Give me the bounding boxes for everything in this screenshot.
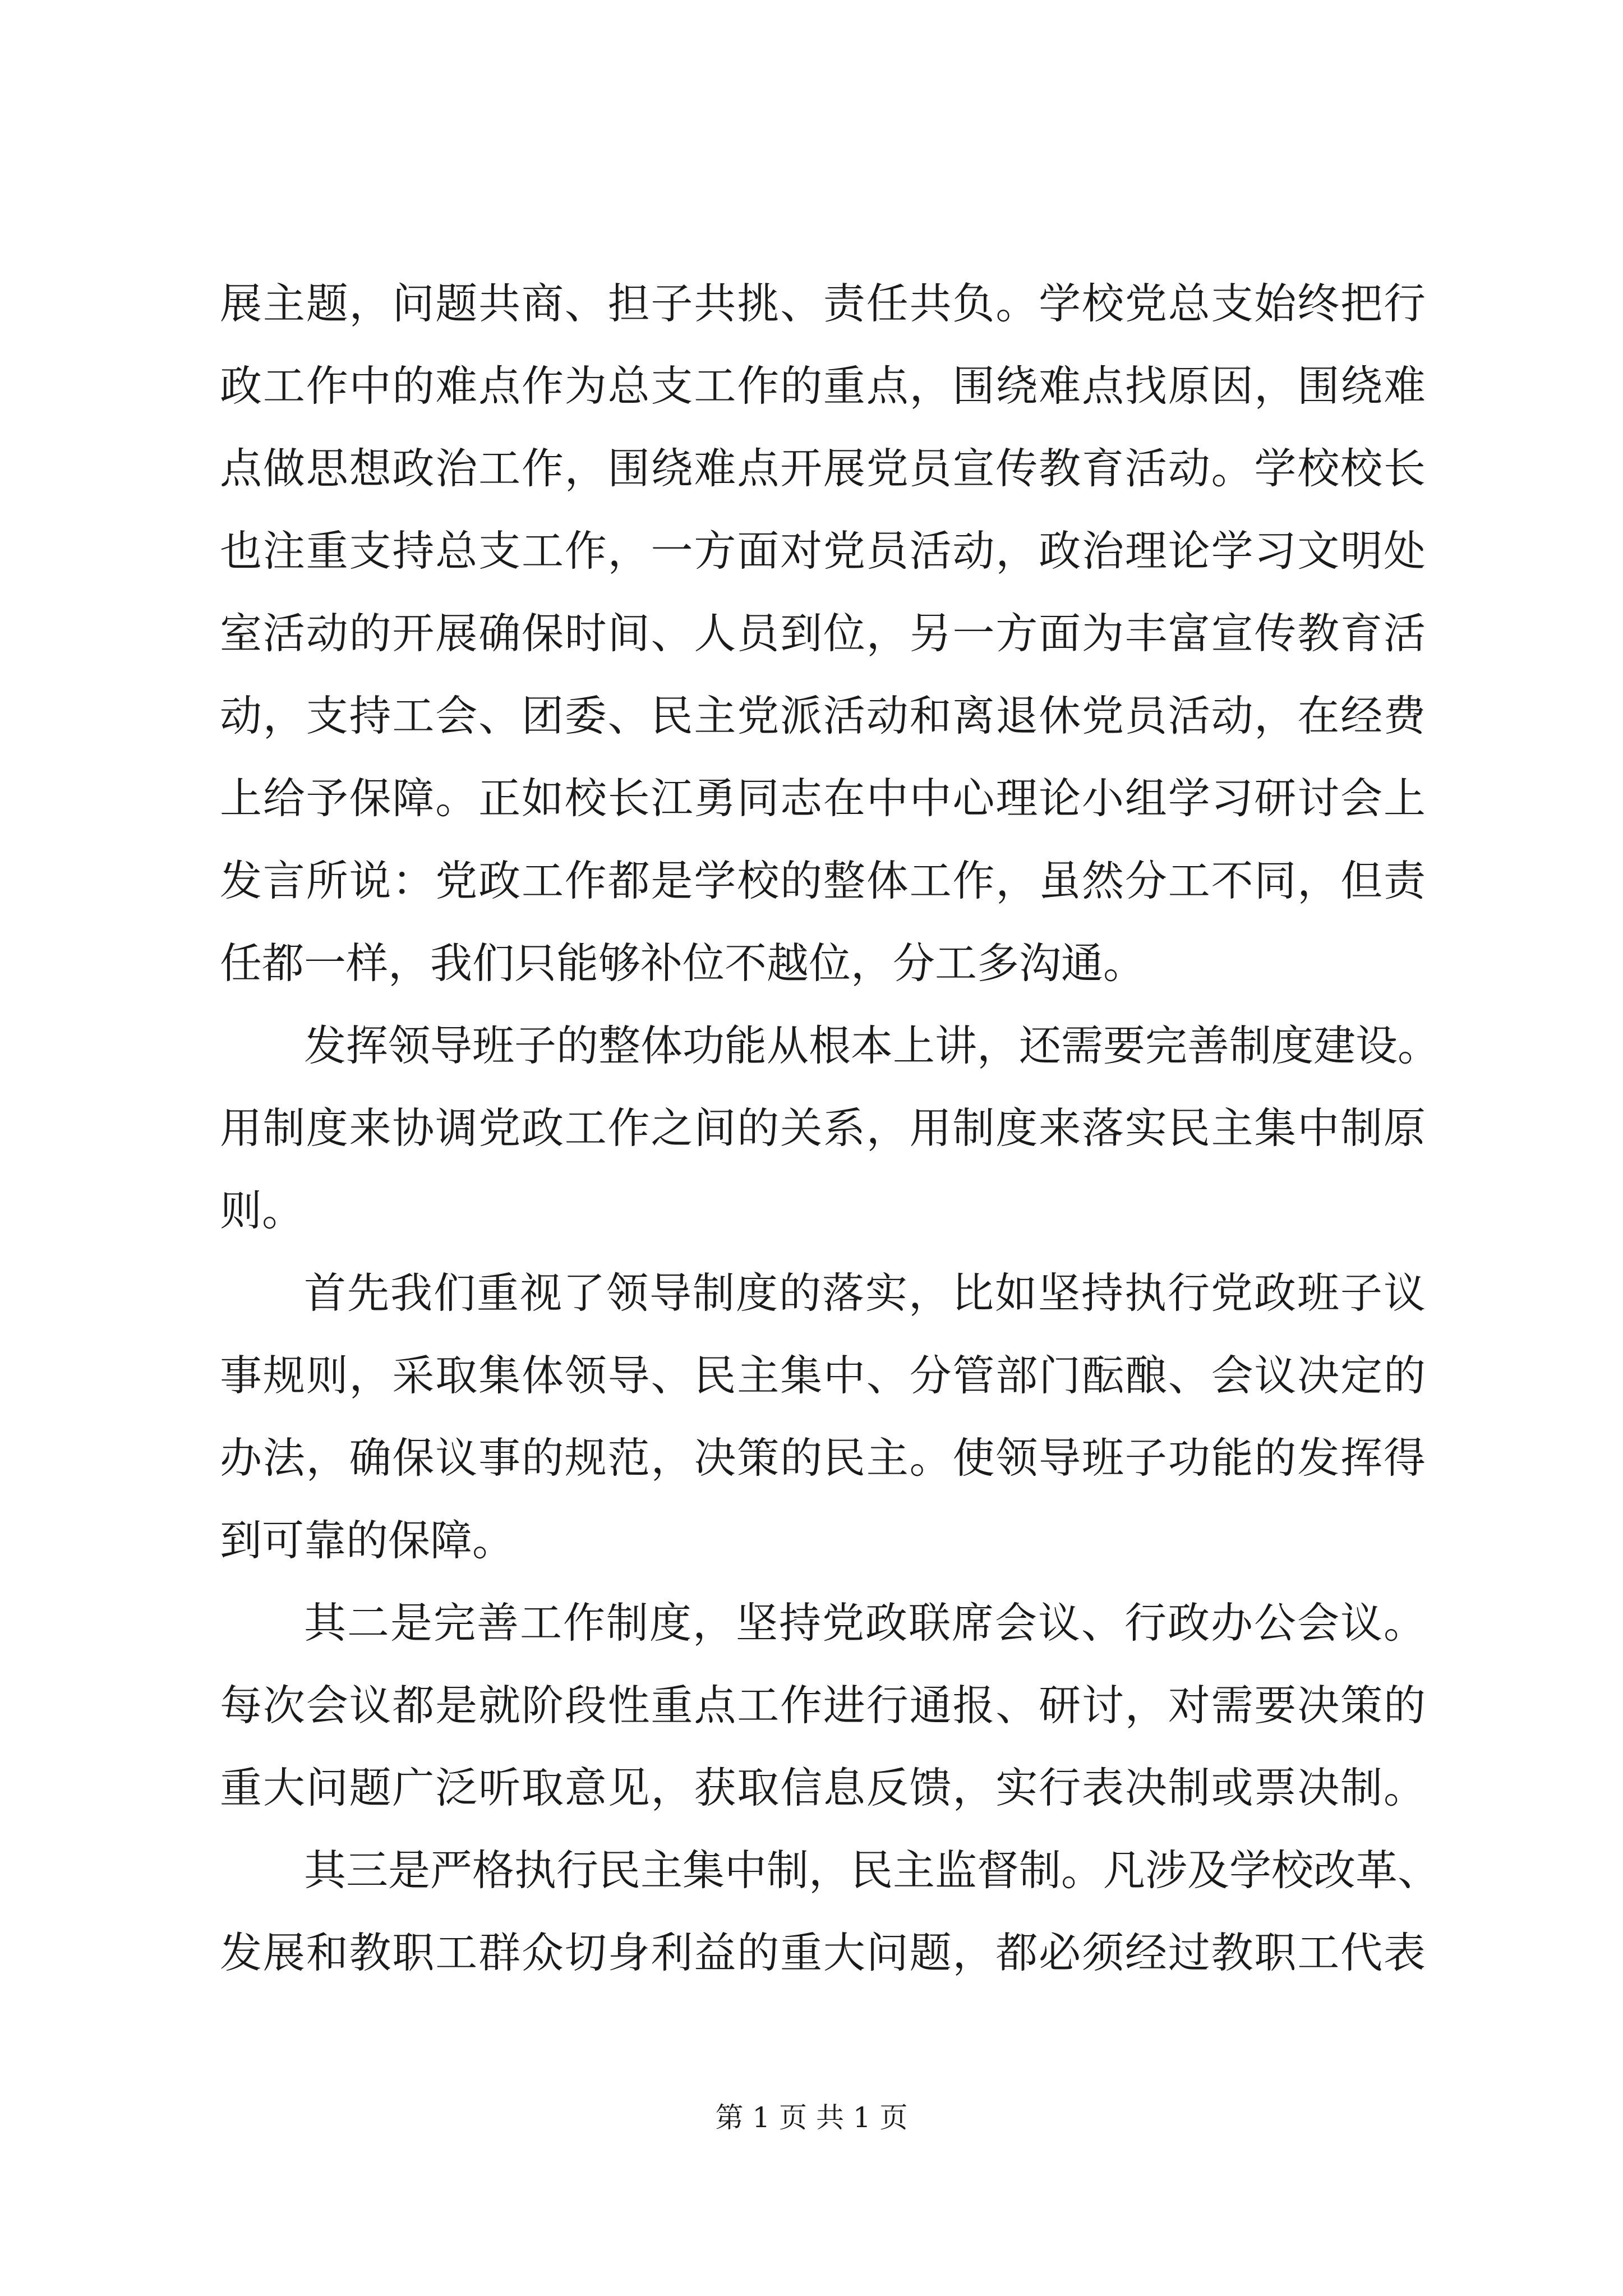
paragraph-line: 发展和教职工群众切身利益的重大问题，都必须经过教职工代表 (220, 1928, 1426, 1977)
page-footer (0, 2098, 1623, 2137)
paragraph-line: 动，支持工会、团委、民主党派活动和离退休党员活动，在经费 (220, 691, 1426, 740)
paragraph-line: 点做思想政治工作，围绕难点开展党员宣传教育活动。学校校长 (220, 444, 1426, 493)
paragraph-line: 首先我们重视了领导制度的落实，比如坚持执行党政班子议 (304, 1268, 1426, 1318)
paragraph-line: 也注重支持总支工作，一方面对党员活动，政治理论学习文明处 (220, 526, 1426, 576)
paragraph-line: 政工作中的难点作为总支工作的重点，围绕难点找原因，围绕难 (220, 361, 1426, 411)
document-body (220, 263, 1440, 1994)
paragraph-line: 其二是完善工作制度，坚持党政联席会议、行政办公会议。 (304, 1598, 1426, 1648)
paragraph-line: 室活动的开展确保时间、人员到位，另一方面为丰富宣传教育活 (220, 609, 1426, 658)
page-number-label: 第 1 页 共 1 页 (715, 2101, 908, 2134)
paragraph-line: 发挥领导班子的整体功能从根本上讲，还需要完善制度建设。 (304, 1021, 1440, 1070)
paragraph-line: 任都一样，我们只能够补位不越位，分工多沟通。 (220, 938, 1146, 988)
paragraph-line: 用制度来协调党政工作之间的关系，用制度来落实民主集中制原 (220, 1103, 1426, 1153)
paragraph-line: 到可靠的保障。 (220, 1516, 515, 1565)
paragraph-line: 上给予保障。正如校长江勇同志在中中心理论小组学习研讨会上 (220, 774, 1426, 823)
paragraph-line: 每次会议都是就阶段性重点工作进行通报、研讨，对需要决策的 (220, 1681, 1426, 1730)
paragraph-line: 办法，确保议事的规范，决策的民主。使领导班子功能的发挥得 (220, 1433, 1426, 1483)
paragraph-line: 展主题，问题共商、担子共挑、责任共负。学校党总支始终把行 (220, 279, 1426, 328)
paragraph-line: 发言所说：党政工作都是学校的整体工作，虽然分工不同，但责 (220, 856, 1426, 905)
paragraph-line: 重大问题广泛听取意见，获取信息反馈，实行表决制或票决制。 (220, 1763, 1426, 1812)
paragraph-line: 事规则，采取集体领导、民主集中、分管部门酝酿、会议决定的 (220, 1351, 1426, 1400)
paragraph-line: 其三是严格执行民主集中制，民主监督制。凡涉及学校改革、 (304, 1846, 1440, 1895)
paragraph-line: 则。 (220, 1186, 305, 1235)
